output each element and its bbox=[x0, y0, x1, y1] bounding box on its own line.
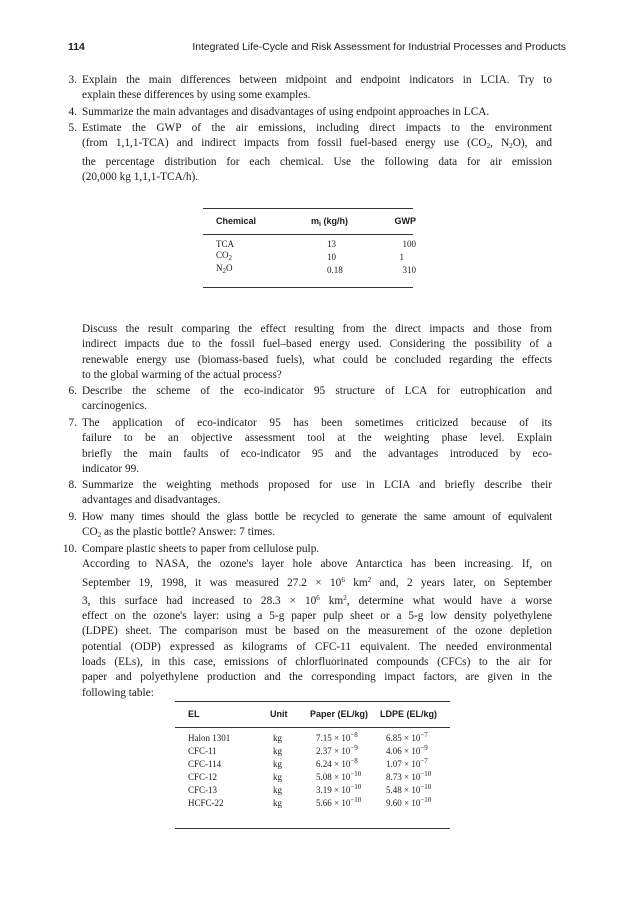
text-line: $CO_2$ as the plastic bottle? Answer: 7 times. bbox=[82, 526, 276, 540]
table-header-row bbox=[188, 709, 440, 727]
text-line: 3, this surface had increased to $28.3 \times 10^6$ $km^2$, determine what would have a worse bbox=[82, 593, 552, 607]
text-line: Describe the scheme of the eco-indicator 95 structure of LCA for eutrophication and bbox=[82, 385, 552, 397]
text-line: explain these differences by using some examples. bbox=[82, 89, 311, 102]
table-cell: $5.48 \times 10^{-10}$ bbox=[386, 783, 432, 795]
question-8 bbox=[68, 478, 552, 509]
question-number: 7. bbox=[68, 417, 77, 429]
table-cell: $N_2O$ bbox=[216, 263, 233, 275]
text-line: According to NASA, the ozone's layer hole above Antarctica has been increasing. If, on bbox=[82, 558, 552, 571]
text-line: indirect impacts due to the fossil fuel–based energy used. Considering the possibility of a bbox=[82, 338, 552, 351]
question-number: 4. bbox=[68, 106, 77, 118]
column-header: LDPE (EL/kg) bbox=[380, 709, 438, 719]
text-line: effect on the ozone's layer: using a 5-g paper pulp sheet or a 5-g low density polyethylene bbox=[82, 610, 552, 623]
text-line: Explain the main differences between midpoint and endpoint indicators in LCIA. Try to bbox=[82, 74, 552, 86]
table-cell: kg bbox=[273, 746, 282, 756]
table-row bbox=[216, 234, 416, 249]
page-number: 114 bbox=[68, 42, 85, 53]
table-row bbox=[188, 743, 440, 756]
table-cell: CFC-114 bbox=[188, 759, 222, 769]
question-number: 9. bbox=[68, 511, 77, 523]
table-cell: 0.18 bbox=[327, 265, 343, 275]
table-cell: $8.73 \times 10^{-10}$ bbox=[386, 770, 432, 782]
table-cell: kg bbox=[273, 733, 282, 743]
column-header: Paper (EL/kg) bbox=[310, 709, 369, 719]
text-line: Summarize the main advantages and disadvantages of using endpoint approaches in LCA. bbox=[82, 106, 490, 118]
table-cell: 100 bbox=[402, 239, 416, 249]
table-row bbox=[188, 782, 440, 795]
table-cell: $1.07 \times 10^{-7}$ bbox=[386, 757, 428, 769]
table-body bbox=[188, 727, 440, 808]
text-line: loads (ELs), in this case, emissions of chlorfluorinated compounds (CFCs) to the air for bbox=[82, 656, 552, 669]
table-row bbox=[188, 769, 440, 782]
table-cell: kg bbox=[273, 772, 282, 782]
table-header-row bbox=[216, 216, 416, 234]
table-cell: $9.60 \times 10^{-10}$ bbox=[386, 796, 432, 808]
text-line: Estimate the GWP of the air emissions, including direct impacts to the environment bbox=[82, 122, 552, 134]
text-line: failure to be an objective assessment tool at the weighting phase level. Explain bbox=[82, 432, 552, 445]
question-10 bbox=[62, 542, 552, 701]
table-cell: $6.85 \times 10^{-7}$ bbox=[386, 731, 428, 743]
cfc-emissions-table bbox=[188, 709, 440, 808]
table-row bbox=[188, 795, 440, 808]
table-cell: $5.66 \times 10^{-10}$ bbox=[316, 796, 362, 808]
table-cell: kg bbox=[273, 759, 282, 769]
table-cell: Halon 1301 bbox=[188, 733, 231, 743]
running-title: Integrated Life-Cycle and Risk Assessment for Industrial Processes and Products bbox=[192, 42, 566, 53]
column-header: EL bbox=[188, 709, 200, 719]
column-header: $m_i$ (kg/h) bbox=[311, 216, 348, 228]
table-cell: $3.19 \times 10^{-10}$ bbox=[316, 783, 362, 795]
text-line: following table: bbox=[82, 686, 154, 699]
question-4 bbox=[68, 105, 552, 120]
text-line: to the global warming of the actual process? bbox=[82, 368, 282, 381]
table-cell: CFC-11 bbox=[188, 746, 217, 756]
table-top-rule bbox=[175, 701, 450, 702]
column-header: Chemical bbox=[216, 216, 257, 226]
text-line: (20,000 kg 1,1,1-TCA/h). bbox=[82, 170, 199, 183]
table-row bbox=[188, 727, 440, 743]
table-top-rule bbox=[203, 208, 413, 209]
table-cell: TCA bbox=[216, 239, 234, 249]
question-number: 3. bbox=[68, 74, 77, 86]
text-line: Summarize the weighting methods proposed for use in LCIA and briefly describe their bbox=[82, 479, 552, 491]
text-line: paper and polyethylene production and the corresponding impact factors, are given in the bbox=[82, 671, 552, 684]
text-line: (from 1,1,1-TCA) and indirect impacts from fossil fuel-based energy use ($CO_2$, $N_2O$), and bbox=[82, 137, 552, 151]
table-cell: $CO_2$ bbox=[216, 250, 233, 262]
table-cell: 13 bbox=[327, 239, 336, 249]
table-cell: CFC-13 bbox=[188, 785, 218, 795]
running-header bbox=[68, 42, 566, 56]
table-row bbox=[216, 249, 416, 262]
question-7 bbox=[68, 416, 552, 477]
text-line: carcinogenics. bbox=[82, 400, 147, 413]
text-line: Discuss the result comparing the effect resulting from the direct impacts and those from bbox=[82, 323, 552, 335]
question-number: 5. bbox=[68, 122, 77, 134]
text-line: The application of eco-indicator 95 has been sometimes criticized because of its bbox=[82, 417, 552, 429]
text-line: indicator 99. bbox=[82, 462, 140, 475]
table-cell: $5.08 \times 10^{-10}$ bbox=[316, 770, 362, 782]
text-line: advantages and disadvantages. bbox=[82, 494, 221, 507]
table-cell: 310 bbox=[402, 265, 416, 275]
table-cell: 10 bbox=[327, 252, 336, 262]
question-5-discussion bbox=[82, 322, 552, 383]
question-3 bbox=[68, 73, 552, 104]
table-cell: $2.37 \times 10^{-9}$ bbox=[316, 744, 358, 756]
text-line: September 19, 1998, it was measured $27.2 \times 10^6$ $km^2$ and, 2 years later, on September bbox=[82, 575, 552, 589]
column-header: GWP bbox=[394, 216, 416, 226]
text-line: Compare plastic sheets to paper from cellulose pulp. bbox=[82, 543, 320, 555]
question-number: 10. bbox=[62, 543, 77, 555]
table-cell: $4.06 \times 10^{-9}$ bbox=[386, 744, 428, 756]
table-cell: HCFC-22 bbox=[188, 798, 224, 808]
text-line: the percentage distribution for each chemical. Use the following data for air emission bbox=[82, 155, 552, 168]
table-cell: 1 bbox=[399, 252, 404, 262]
table-cell: CFC-12 bbox=[188, 772, 218, 782]
question-number: 8. bbox=[68, 479, 77, 491]
question-9 bbox=[68, 510, 552, 544]
table-cell: kg bbox=[273, 785, 282, 795]
table-bottom-rule bbox=[175, 828, 450, 829]
table-cell: kg bbox=[273, 798, 282, 808]
question-number: 6. bbox=[68, 385, 77, 397]
text-line: potential (ODP) expressed as kilograms of CFC-11 equivalent. The needed environmental bbox=[82, 640, 552, 653]
table-row bbox=[216, 262, 416, 275]
table-row bbox=[188, 756, 440, 769]
text-line: briefly the main faults of eco-indicator 95 and the advantages introduced by eco- bbox=[82, 447, 552, 460]
column-header: Unit bbox=[270, 709, 288, 719]
text-line: (LDPE) sheet. The comparison must be based on the measurement of the ozone depletion bbox=[82, 625, 552, 638]
table-cell: $7.15 \times 10^{-8}$ bbox=[316, 731, 358, 743]
text-line: renewable energy use (biomass-based fuels), what could be concluded regarding the effects bbox=[82, 353, 552, 366]
table-bottom-rule bbox=[203, 287, 413, 288]
question-6 bbox=[68, 384, 552, 415]
table-cell: $6.24 \times 10^{-8}$ bbox=[316, 757, 358, 769]
text-line: How many times should the glass bottle be recycled to generate the same amount of equivalent bbox=[82, 511, 552, 523]
question-5 bbox=[68, 121, 552, 185]
gwp-table bbox=[216, 216, 416, 275]
